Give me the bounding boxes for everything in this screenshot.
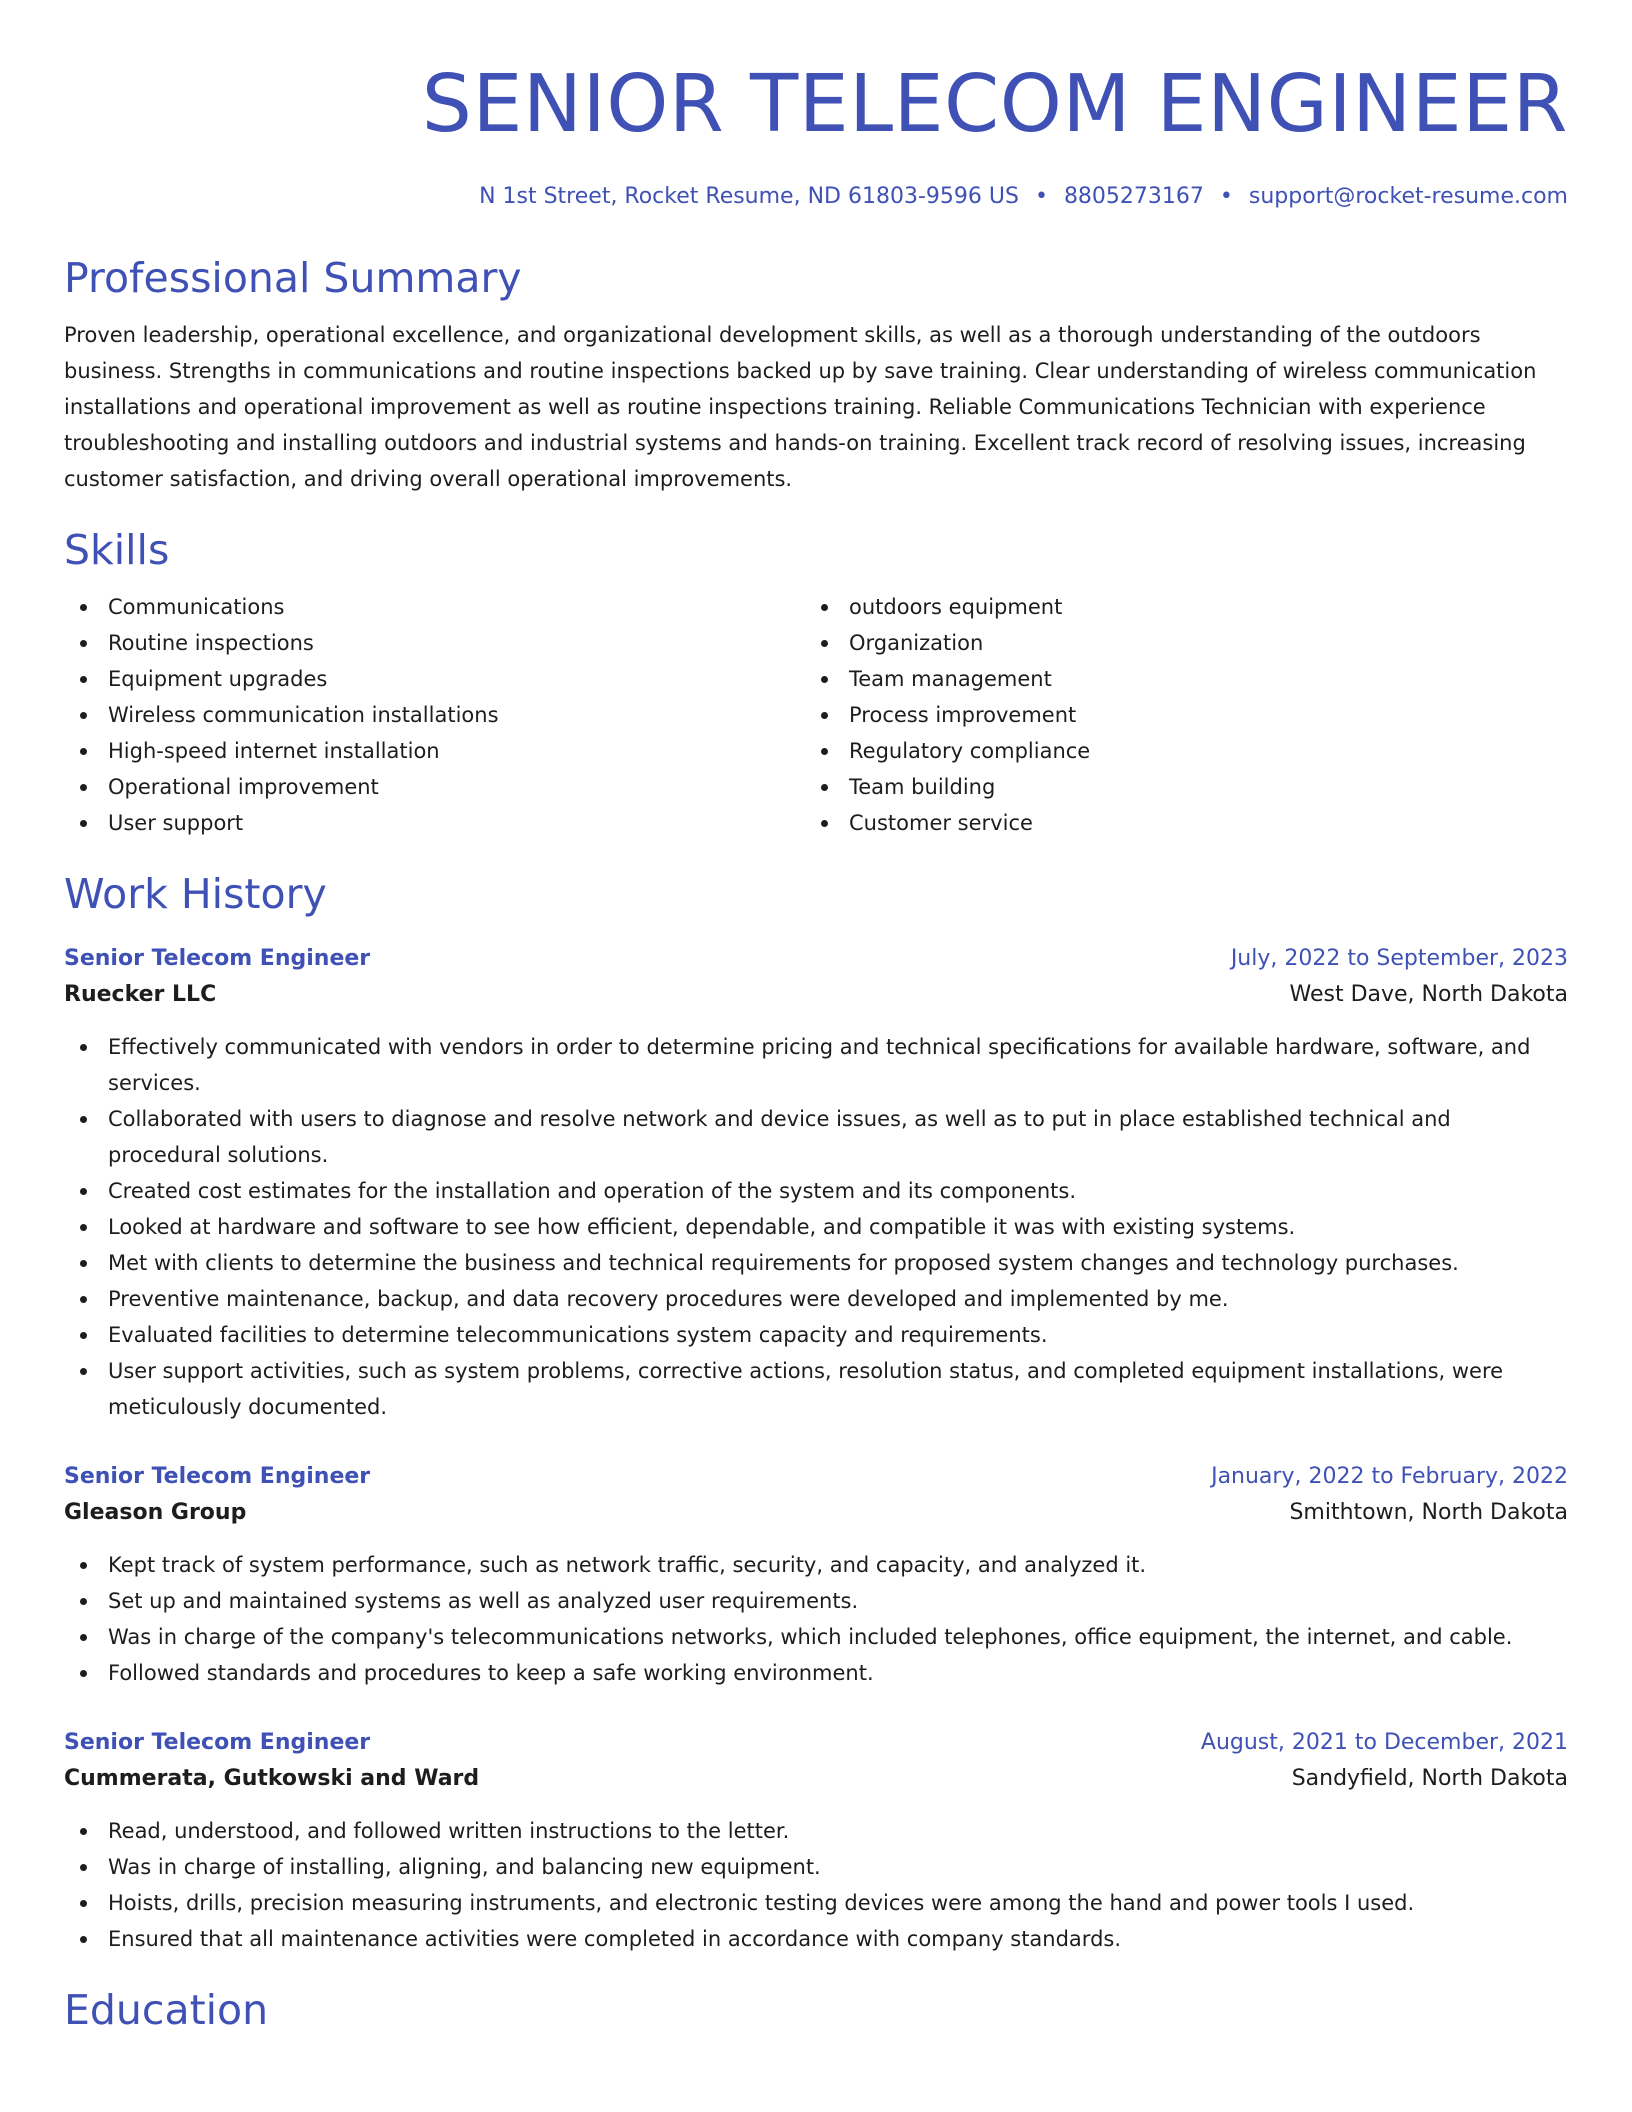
job-title: Senior Telecom Engineer <box>64 1464 371 1489</box>
contact-separator: • <box>1219 184 1233 209</box>
resume-page <box>64 0 1568 2035</box>
skills-column-right <box>805 589 1546 841</box>
job-company-row <box>64 1761 1568 1797</box>
job-bullets <box>64 1813 1568 1957</box>
skill-item: Team building <box>805 769 1546 805</box>
skill-item: Equipment upgrades <box>64 661 805 697</box>
skills-column-left <box>64 589 805 841</box>
skill-item: Process improvement <box>805 697 1546 733</box>
summary-heading: Professional Summary <box>64 254 522 302</box>
job-bullet: Was in charge of the company's telecommunications networks, which included telephones, office equipment, the internet, and cable. <box>64 1619 1568 1655</box>
job-location: Smithtown, North Dakota <box>1289 1500 1568 1525</box>
job-dates: July, 2022 to September, 2023 <box>1230 946 1568 971</box>
skill-item: Wireless communication installations <box>64 697 805 733</box>
contact-line <box>64 182 1568 212</box>
job-bullets <box>64 1029 1568 1425</box>
skill-item: Organization <box>805 625 1546 661</box>
job-title-row <box>64 941 1568 977</box>
job-location: West Dave, North Dakota <box>1289 982 1568 1007</box>
job-title: Senior Telecom Engineer <box>64 1730 371 1755</box>
job-bullet: Collaborated with users to diagnose and resolve network and device issues, as well as to put in place established technical and procedural solutions. <box>64 1101 1568 1173</box>
skill-item: Regulatory compliance <box>805 733 1546 769</box>
job-entry <box>64 1725 1568 1957</box>
skill-item: outdoors equipment <box>805 589 1546 625</box>
contact-email[interactable]: support@rocket-resume.com <box>1248 184 1568 209</box>
job-title-row <box>64 1725 1568 1761</box>
job-title-row <box>64 1459 1568 1495</box>
job-bullet: Followed standards and procedures to keep a safe working environment. <box>64 1655 1568 1691</box>
job-bullet: Evaluated facilities to determine telecommunications system capacity and requirements. <box>64 1317 1568 1353</box>
skill-item: Communications <box>64 589 805 625</box>
job-bullet: Set up and maintained systems as well as analyzed user requirements. <box>64 1583 1568 1619</box>
job-bullet: Met with clients to determine the business and technical requirements for proposed system changes and technology purchases. <box>64 1245 1568 1281</box>
contact-phone: 8805273167 <box>1063 184 1204 209</box>
job-bullet: User support activities, such as system problems, corrective actions, resolution status, and completed equipment installations, were meticulously documented. <box>64 1353 1568 1425</box>
job-bullet: Preventive maintenance, backup, and data recovery procedures were developed and implemented by me. <box>64 1281 1568 1317</box>
contact-address: N 1st Street, Rocket Resume, ND 61803-9596 US <box>479 184 1019 209</box>
job-company: Gleason Group <box>64 1500 247 1525</box>
job-bullets <box>64 1547 1568 1691</box>
skills-list <box>64 589 1568 841</box>
job-bullet: Created cost estimates for the installation and operation of the system and its components. <box>64 1173 1568 1209</box>
job-bullet: Effectively communicated with vendors in order to determine pricing and technical specifications for available hardware, software, and services. <box>64 1029 1568 1101</box>
job-company-row <box>64 1495 1568 1531</box>
job-title: Senior Telecom Engineer <box>64 946 371 971</box>
job-entry <box>64 1459 1568 1691</box>
job-bullet: Was in charge of installing, aligning, and balancing new equipment. <box>64 1849 1568 1885</box>
job-bullet: Read, understood, and followed written instructions to the letter. <box>64 1813 1568 1849</box>
job-dates: January, 2022 to February, 2022 <box>1211 1464 1568 1489</box>
job-bullet: Looked at hardware and software to see how efficient, dependable, and compatible it was with existing systems. <box>64 1209 1568 1245</box>
skill-item: High-speed internet installation <box>64 733 805 769</box>
education-heading: Education <box>64 1986 269 2034</box>
job-entry <box>64 941 1568 1425</box>
resume-name-heading: SENIOR TELECOM ENGINEER <box>421 58 1568 150</box>
job-bullet: Kept track of system performance, such as network traffic, security, and capacity, and analyzed it. <box>64 1547 1568 1583</box>
skill-item: Customer service <box>805 805 1546 841</box>
job-location: Sandyfield, North Dakota <box>1291 1766 1568 1791</box>
job-bullet: Hoists, drills, precision measuring instruments, and electronic testing devices were among the hand and power tools I used. <box>64 1885 1568 1921</box>
summary-text: Proven leadership, operational excellence, and organizational development skills, as well as a thorough understanding of the outdoors business. Strengths in communications and routine inspections backed up by save training. Clear understanding of wireless communication installations and operational improvement as well as routine inspections training. Reliable Communications Technician with experience troubleshooting and installing outdoors and industrial systems and hands-on training. Excellent track record of resolving issues, increasing customer satisfaction, and driving overall operational improvements. <box>64 323 1537 491</box>
skill-item: Routine inspections <box>64 625 805 661</box>
job-company: Cummerata, Gutkowski and Ward <box>64 1766 480 1791</box>
skill-item: Team management <box>805 661 1546 697</box>
job-company-row <box>64 977 1568 1013</box>
skill-item: User support <box>64 805 805 841</box>
job-dates: August, 2021 to December, 2021 <box>1200 1730 1568 1755</box>
skills-heading: Skills <box>64 526 170 574</box>
skill-item: Operational improvement <box>64 769 805 805</box>
job-bullet: Ensured that all maintenance activities were completed in accordance with company standards. <box>64 1921 1568 1957</box>
work-history-heading: Work History <box>64 870 327 918</box>
contact-separator: • <box>1034 184 1048 209</box>
job-company: Ruecker LLC <box>64 982 217 1007</box>
